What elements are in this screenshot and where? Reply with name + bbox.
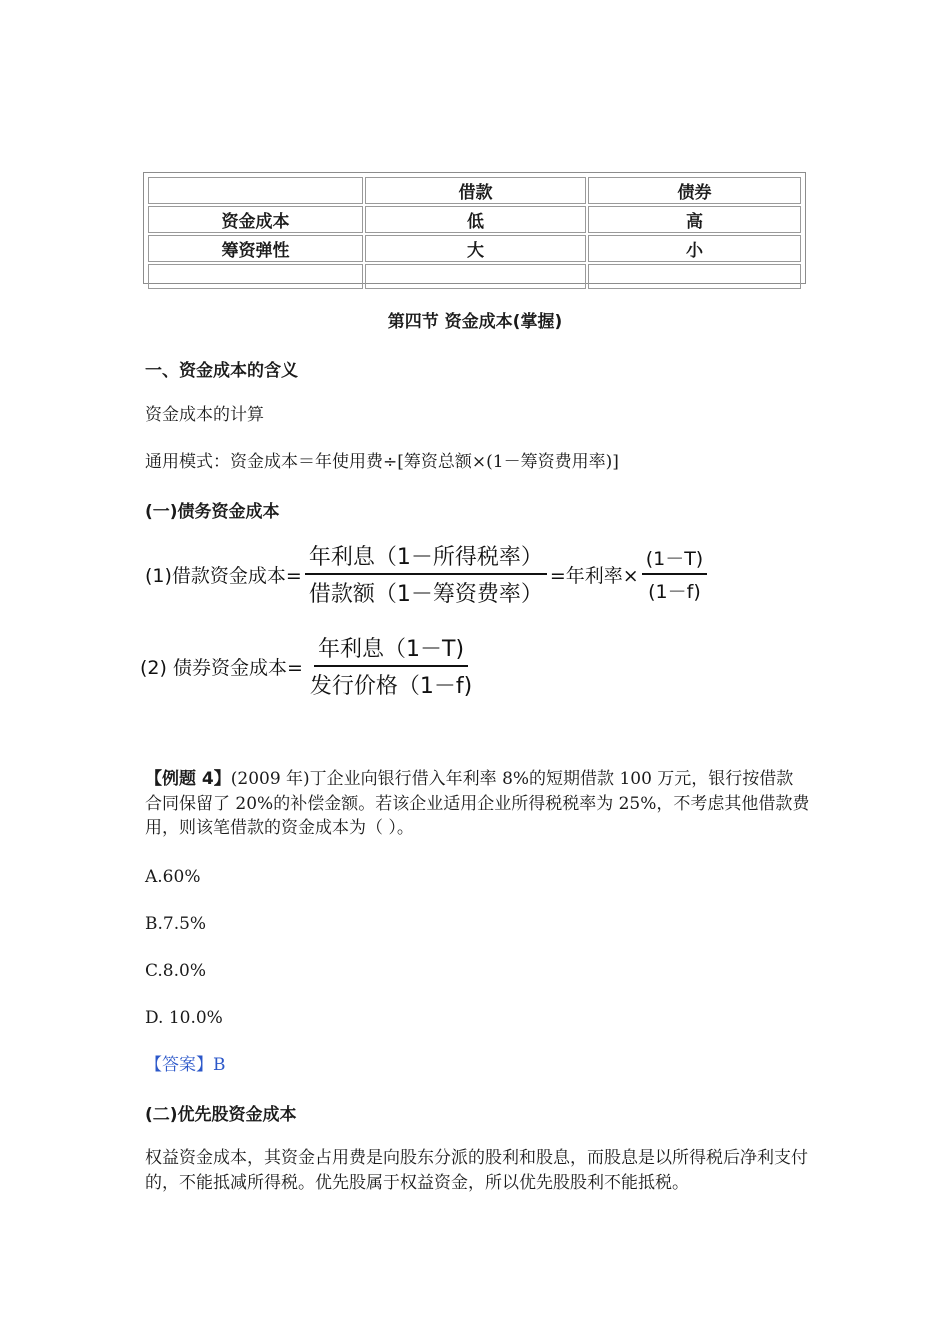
option-c: C.8.0% (145, 961, 206, 981)
table-header-row (148, 177, 801, 204)
formula1-rate-fraction (642, 544, 708, 604)
table-cell (588, 264, 801, 289)
table-cell (148, 264, 363, 289)
preferred-stock-text: 权益资金成本，其资金占用费是向股东分派的股利和股息，而股息是以所得税后净利支付的，不能抵减所得税。优先股属于权益资金，所以优先股股利不能抵税。 (145, 1148, 808, 1193)
table-cell: 筹资弹性 (148, 235, 363, 262)
formula1-middle: =年利率× (549, 564, 639, 587)
option-a: A.60% (145, 867, 201, 887)
example-question (145, 767, 810, 841)
example-tag: 【例题 4】 (145, 769, 231, 789)
bond-cost-formula (140, 632, 479, 700)
section-title: 第四节 资金成本(掌握) (387, 312, 563, 332)
formula2-label: (2) 债券资金成本= (140, 656, 303, 679)
formula1-fraction (305, 540, 547, 608)
table-cell: 高 (588, 206, 801, 233)
formula1-label: (1)借款资金成本= (145, 564, 302, 587)
table-row (148, 264, 801, 289)
comparison-table-grid (146, 175, 803, 291)
formula1-rate-denominator: (1－f) (648, 581, 701, 603)
answer-label: 【答案】 (145, 1055, 213, 1075)
formula2-fraction (306, 632, 476, 700)
table-cell: 大 (365, 235, 586, 262)
formula2-numerator: 年利息（1－T) (314, 632, 468, 667)
table-row (148, 235, 801, 262)
formula2-denominator: 发行价格（1－f) (309, 674, 473, 699)
example-text: (2009 年)丁企业向银行借入年利率 8%的短期借款 100 万元，银行按借款合同保留了 20%的补偿金额。若该企业适用企业所得税税率为 25%，不考虑其他借款费用，则该笔借款的资金成本为（ ）。 (145, 769, 810, 838)
formula1-rate-numerator: (1－T) (642, 544, 708, 575)
answer (145, 1052, 226, 1078)
table-header-cell: 债券 (588, 177, 801, 204)
answer-value: B (213, 1055, 226, 1075)
general-model: 通用模式：资金成本＝年使用费÷[筹资总额×(1－筹资费用率)] (145, 452, 619, 472)
table-cell: 小 (588, 235, 801, 262)
option-b: B.7.5% (145, 914, 207, 934)
option-d: D. 10.0% (145, 1008, 223, 1028)
comparison-table (143, 172, 806, 284)
heading-debt-cost: (一)债务资金成本 (145, 502, 280, 522)
table-cell (365, 264, 586, 289)
calc-title: 资金成本的计算 (145, 405, 264, 425)
table-row (148, 206, 801, 233)
table-cell: 低 (365, 206, 586, 233)
table-header-cell: 借款 (365, 177, 586, 204)
formula1-denominator: 借款额（1－筹资费率） (308, 582, 543, 607)
heading-preferred-stock: (二)优先股资金成本 (145, 1105, 297, 1125)
loan-cost-formula (145, 540, 710, 608)
heading-meaning: 一、资金成本的含义 (145, 361, 298, 381)
table-header-cell (148, 177, 363, 204)
formula1-numerator: 年利息（1－所得税率） (305, 540, 547, 575)
table-cell: 资金成本 (148, 206, 363, 233)
